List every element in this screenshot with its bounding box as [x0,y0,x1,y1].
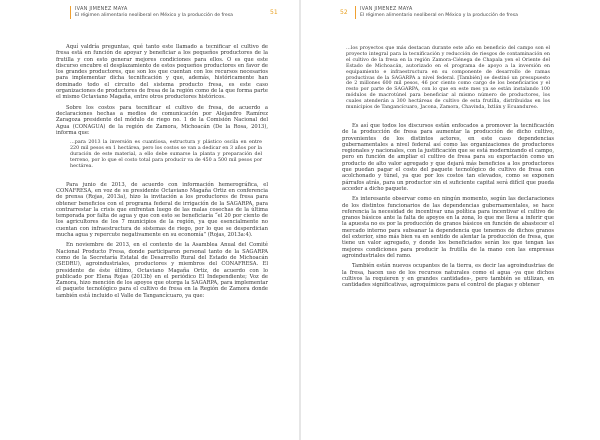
body-paragraph: Sobre los costos para tecnificar el cultivo de fresa, de acuerdo a declaraciones hechas a medios de comunicación por Alejandro Ramírez Zaragoza presidente del módulo de riego no. 1 de la Comisión Nacional del Agua (CONAGUA) de la región de Zamora, Michoacán (De la Rosa, 2013), informa que: [56,104,268,136]
body-paragraph: Es así que todos los discursos están enfocados a promover la tecnificación de la producción de fresa para aumentar la producción de dicho cultivo, provenientes de los distintos actores, en este caso dependencias gubernamentales a nivel federal así como las organizaciones de productores regionales y nacionales, con la justificación que se está modernizando el campo, pero en función de ampliar el cultivo de fresa para su exportación como un producto de alto valor agregado y que dejará más beneficios a los productores que puedan pagar el costo del paquete tecnológico de cultivo de fresa con acolchonado y túnel, ya que por los costos tan elevados, como se exponen párrafos atrás, para un productor sin el suficiente capital será difícil que pueda acceder a dicho paquete. [342,122,554,192]
body-paragraph: Aquí valdría preguntas, qué tanto este llamado a tecnificar el cultivo de fresa está en función de apoyar y beneficiar a los pequeños productores de la frutilla y con esto generar mejores condiciones para ellos. O es que este discurso encubre el desplazamiento de estos pequeños productores en favor de los grandes productores, que son los que cuentan con los recursos necesarios para implementar dicha tecnificación y que, además, históricamente han dominado todo el circuito del sistema producto fresa, es este caso organizaciones de productores de fresa de la región como de la que forma parte el mismo Octaviano Magaña, entre otros productores históricos. [56,44,268,101]
header-author: IVAN JIMENEZ MAYA [75,6,128,12]
right-page-body [342,44,554,292]
header-author: IVAN JIMENEZ MAYA [360,6,413,12]
body-paragraph: Es interesante observar como en ningún momento, según las declaraciones de los distintos funcionarios de las dependencias gubernamentales, se hace referencia la necesidad de incentivar una política para incentivar el cultivo de granos básicos ante la falta de apoyos en la zona, lo que me lleva a inferir que la apuesta no es por la producción de granos básicos en función de abastecer el mercado interno para subsanar la dependencia que tenemos de dichos granos del exterior, sino más bien va en sentido de alentar la producción de fresa, que tiene un valor agregado, y donde los beneficiados serán los que tengan las mejores condiciones para producir la frutilla de la mano con las empresas agroindustriales del ramo. [342,196,554,259]
body-paragraph: También están nuevos ocupantes de la tierra, es decir las agroindustrias de la fresa, hacen uso de los recursos naturales como el agua -ya que dichos cultivos la requieren y en grandes cantidades-, pero también se utilizan, en cantidades significativas, agroquímicos para el control de plagas y obtener [342,263,554,289]
header-subtitle: El régimen alimentario neoliberal en México y la producción de fresa [360,13,518,18]
body-paragraph: Para junio de 2013, de acuerdo con información hemerográfica, el CONAFRESA, en voz de su presidente Octaviano Magaña Ortiz en conferencia de prensa (Rojas, 2013a), hizo la invitación a los productores de fresa para obtener beneficios con el programa federal de irrigación de la SAGARPA, para contrarrestar la crisis que enfrentan luego de las malas cosechas de la última temporada por falta de agua y que con esto se beneficiaría “el 20 por ciento de los agricultores de los 7 municipios de la región, ya que esencialmente no cuentan con infraestructura de sistemas de riego, por lo que se desperdician mucha agua y repercute negativamente en su economía” (Rojas, 2013a:4). [56,181,268,239]
page-number: 52 [340,9,348,16]
body-paragraph: En noviembre de 2013, en el contexto de la Asamblea Anual del Comité Nacional Producto Fresa, donde participaron personal tanto de la SAGARPA como de la Secretaría Estatal de Desarrollo Rural del Estado de Michoacán (SEDRU), agroindustriales, productores y miembros del CONAFRESA. El presidente de éste último, Octaviano Magaña Ortiz, de acuerdo con lo publicado por Elena Rojas (2013b) en el periódico El Independiente; Voz de Zamora, hizo mención de los apoyos que otorga la SAGARPA, para implementar el paquete tecnológico para el cultivo de fresa en la Región de Zamora donde también está incluido el Valle de Tangancícuaro, ya que: [56,242,268,299]
left-page-body [56,44,268,303]
block-quote: …los proyectos que más destacan durante este año en beneficio del campo son el proyecto integral para la tecnificación y reducción de riesgos de contaminación en el cultivo de la fresa en la región Zamora-Ciénega de Chapala yen el Oriente del Estado de Michoacán, autorizado en el programa de apoyo a la inversión en equipamiento e infraestructura en su componente de desarrollo de ramas productivas de la SAGARPA a nivel federal. [También] se destinó un presupuesto de 2 millones 600 mil pesos, 46 por ciento como cargo de los beneficiarios y el resto por parte de SAGARPA, con lo que en este mes ya se están instalando 100 módulos de macrotúnel para beneficiar al mismo número de productores, los cuales atenderán a 300 hectáreas de cultivo de esta frutilla, distribuidas en los municipios de Tangancícuaro, Jacona, Zamora, Chavinda, Ixtlán y Ecuandureo. [346,46,550,111]
header-accent-bar [355,6,356,19]
block-quote: …para 2013 la inversión es cuantiosa, estructura y plástico oscila en entre 220 mil pesos en 1 hectárea, pero los costos se van a dedicar en 3 años por la duración de este material, a ello debe sumarse la planta y preparación del terreno, por lo que el costo total para producir va de 450 a 500 mil pesos por hectárea. [70,140,262,169]
left-page-header [75,6,265,18]
header-subtitle: El régimen alimentario neoliberal en México y la producción de fresa [75,13,233,18]
right-page [300,0,600,440]
right-page-header [360,6,560,18]
header-accent-bar [70,6,71,19]
page-number: 51 [270,9,278,16]
